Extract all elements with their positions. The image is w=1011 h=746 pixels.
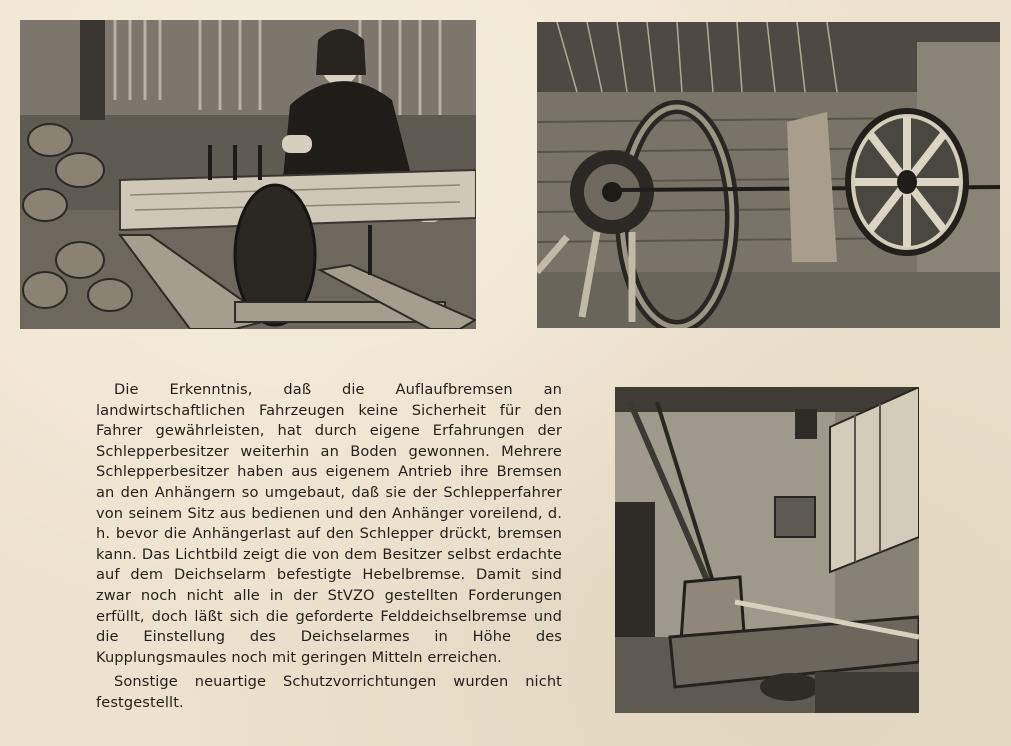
article-paragraph: Sonstige neuartige Schutzvorrichtungen wurden nicht festgestellt. [96,673,562,711]
photo-lever-brake [615,387,919,713]
photo-flywheel [537,22,1000,328]
photo-circular-saw [20,20,476,329]
article-text [96,380,562,714]
article-paragraph: Die Erkenntnis, daß die Auflaufbremsen an landwirtschaftlichen Fahrzeugen keine Sicherheit für den Fahrer gewährleisten, hat durch eigene Erfahrungen der Schlepperbesitzer weiterhin an Boden gewonnen. Mehrere Schlepperbesitzer haben aus eigenem Antrieb ihre Bremsen an den Anhängern so umgebaut, daß sie der Schlepperfahrer von seinem Sitz aus bedienen und den Anhänger voreilend, d. h. bevor die Anhängerlast auf den Schlepper drückt, bremsen kann. Das Lichtbild zeigt die von dem Besitzer selbst erdachte auf dem Deichselarm befestigte Hebelbremse. Damit sind zwar noch nicht alle in der StVZO gestellten Forderungen erfüllt, doch läßt sich die geforderte Felddeichselbremse und die Einstellung des Deichselarmes in Höhe des Kupplungsmaules noch mit geringen Mitteln erreichen. [96,381,562,666]
